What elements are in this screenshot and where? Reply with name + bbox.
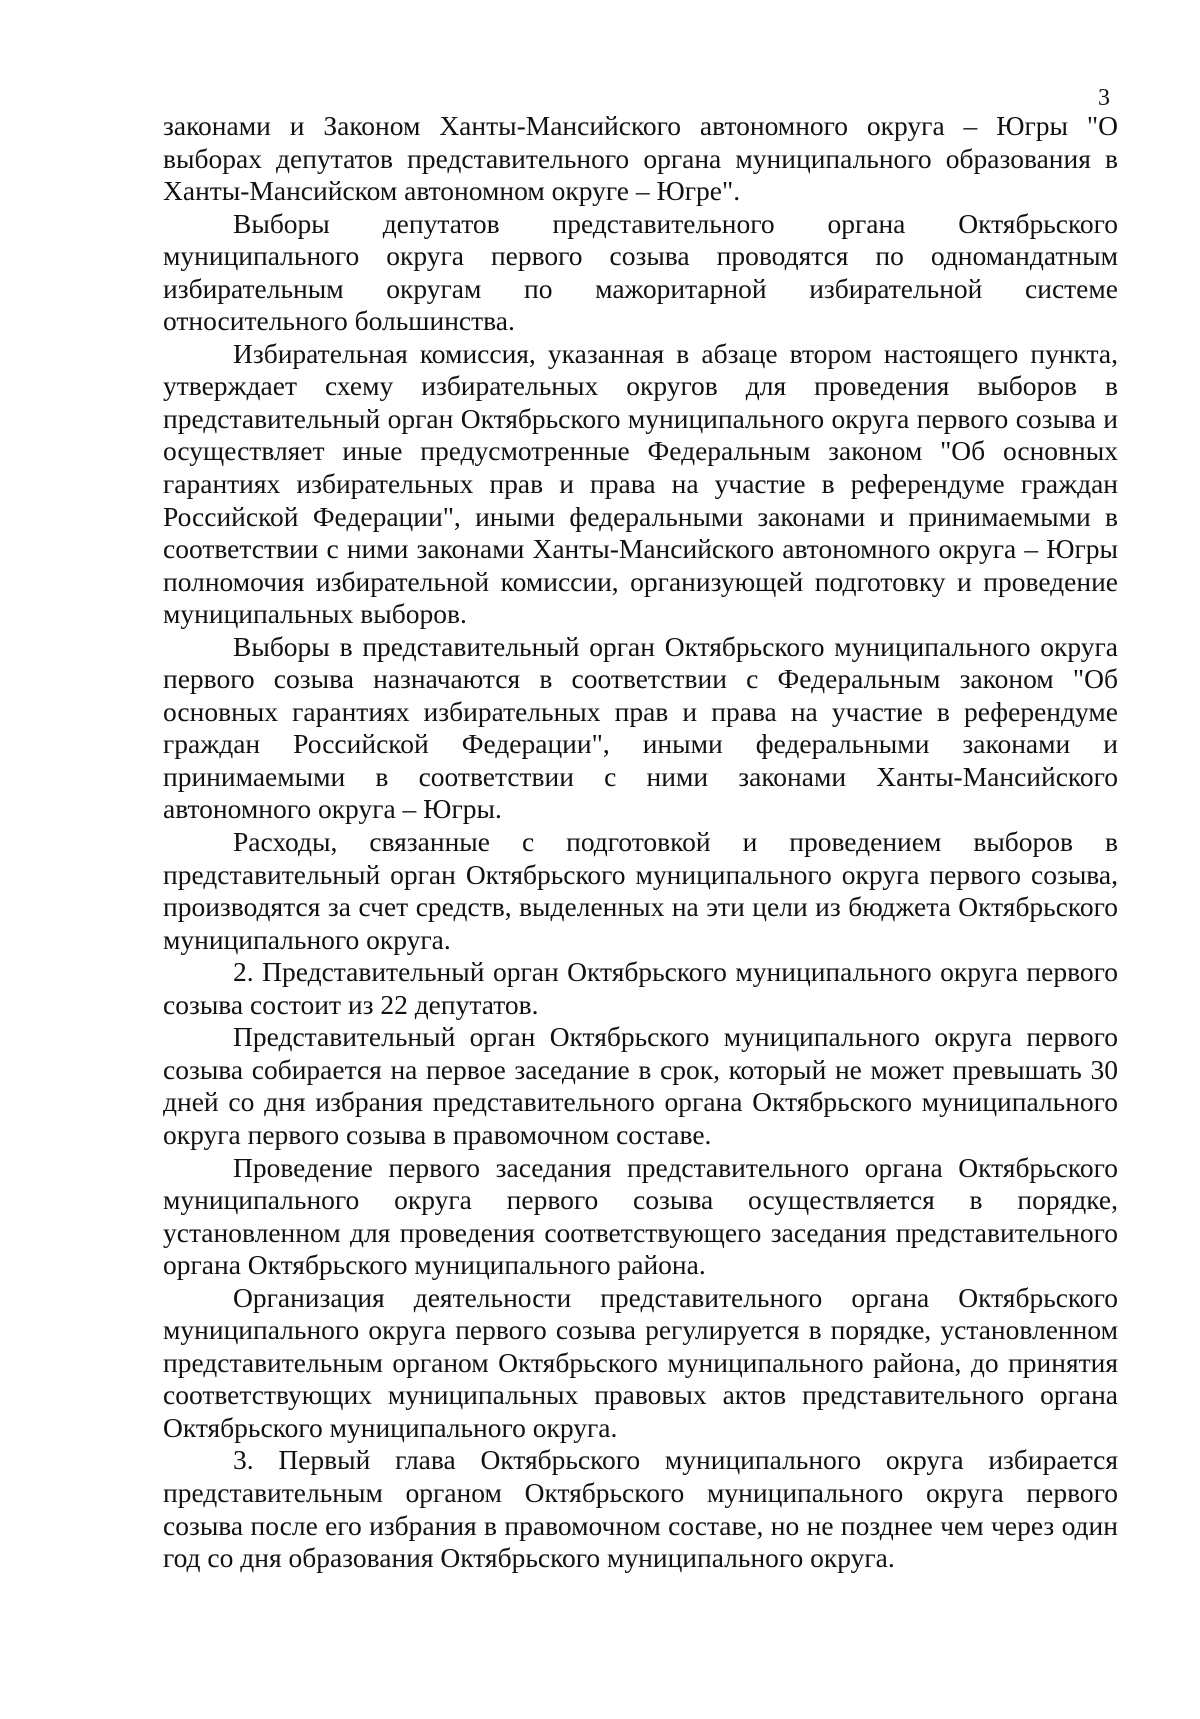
paragraph-organization: Организация деятельности представительного органа Октябрьского муниципального округа первого созыва регулируется в порядке, установленном представительным органом Октябрьского муниципального района, до принятия соответствующих муниципальных правовых актов представительного органа Октябрьского муниципального округа. [163, 1281, 1118, 1443]
page-number: 3 [1098, 85, 1110, 111]
paragraph-item-3: 3. Первый глава Октябрьского муниципального округа избирается представительным органом Октябрьского муниципального округа первого созыва после его избрания в правомочном составе, но не позднее чем через один год со дня образования Октябрьского муниципального округа. [163, 1444, 1118, 1574]
paragraph-continuation: законами и Законом Ханты-Мансийского автономного округа – Югры "О выборах депутатов представительного органа муниципального образования в Ханты-Мансийском автономном округе – Югре". [163, 110, 1118, 207]
paragraph-election-appointment: Выборы в представительный орган Октябрьского муниципального округа первого созыва назначаются в соответствии с Федеральным законом "Об основных гарантиях избирательных прав и права на участие в референдуме граждан Российской Федерации", иными федеральными законами и принимаемыми в соответствии с ними законами Ханты-Мансийского автономного округа – Югры. [163, 630, 1118, 825]
paragraph-election-system: Выборы депутатов представительного органа Октябрьского муниципального округа первого созыва проводятся по одномандатным избирательным округам по мажоритарной избирательной системе относительного большинства. [163, 207, 1118, 337]
document-body [163, 110, 1118, 1575]
paragraph-election-expenses: Расходы, связанные с подготовкой и проведением выборов в представительный орган Октябрьского муниципального округа первого созыва, производятся за счет средств, выделенных на эти цели из бюджета Октябрьского муниципального округа. [163, 826, 1118, 955]
paragraph-first-meeting: Представительный орган Октябрьского муниципального округа первого созыва собирается на первое заседание в срок, который не может превышать 30 дней со дня избрания представительного органа Октябрьского муниципального округа первого созыва в правомочном составе. [163, 1021, 1118, 1150]
paragraph-election-commission: Избирательная комиссия, указанная в абзаце втором настоящего пункта, утверждает схему избирательных округов для проведения выборов в представительный орган Октябрьского муниципального округа первого созыва и осуществляет иные предусмотренные Федеральным законом "Об основных гарантиях избирательных прав и права на участие в референдуме граждан Российской Федерации", иными федеральными законами и принимаемыми в соответствии с ними законами Ханты-Мансийского автономного округа – Югры полномочия избирательной комиссии, организующей подготовку и проведение муниципальных выборов. [163, 337, 1118, 630]
paragraph-first-meeting-procedure: Проведение первого заседания представительного органа Октябрьского муниципального округа первого созыва осуществляется в порядке, установленном для проведения соответствующего заседания представительного органа Октябрьского муниципального района. [163, 1151, 1118, 1281]
paragraph-item-2: 2. Представительный орган Октябрьского муниципального округа первого созыва состоит из 22 депутатов. [163, 956, 1118, 1020]
